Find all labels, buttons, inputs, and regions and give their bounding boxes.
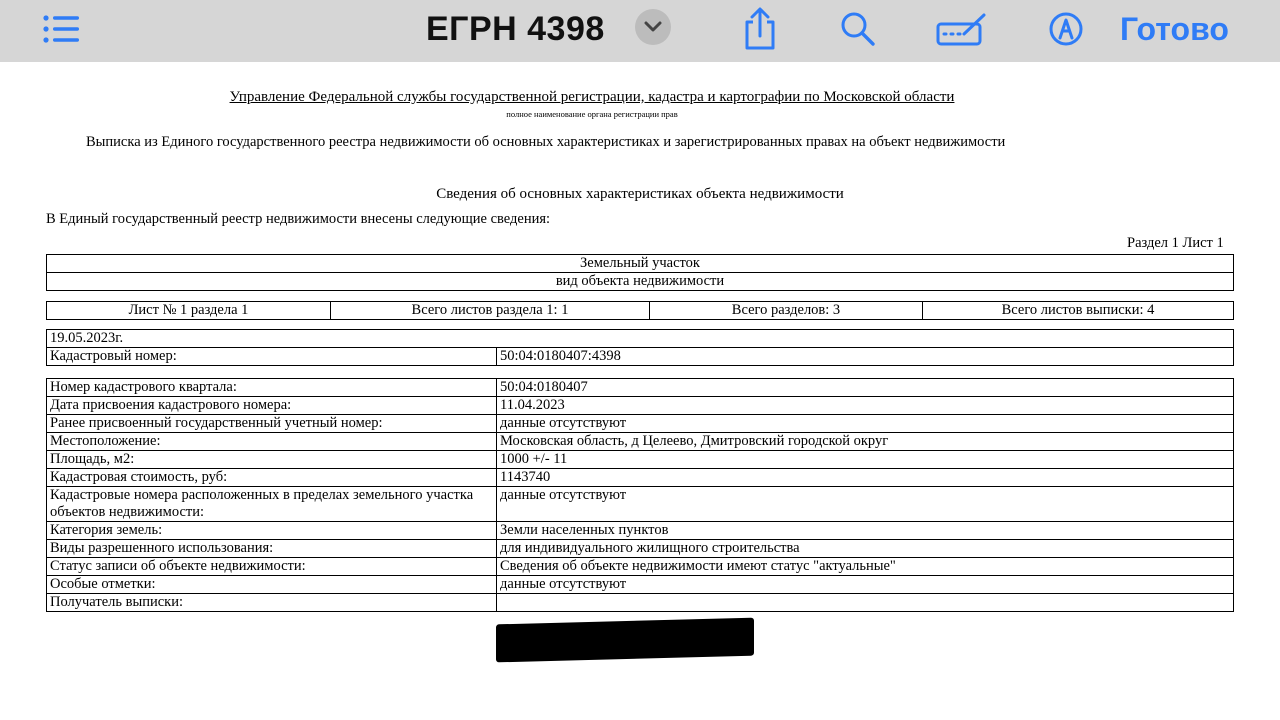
table-row [47, 522, 1234, 540]
table-row [47, 415, 1234, 433]
done-button[interactable]: Готово [1120, 10, 1229, 47]
extract-sheets-total: Всего листов выписки: 4 [923, 302, 1234, 320]
row-value: данные отсутствуют [497, 415, 1234, 433]
intro-text: В Единый государственный реестр недвижимости внесены следующие сведения: [46, 211, 551, 227]
row-label: Местоположение: [47, 433, 497, 451]
chevron-down-icon[interactable] [635, 9, 671, 45]
authority-name: Управление Федеральной службы государственной регистрации, кадастра и картографии по Московской области [229, 89, 955, 105]
row-value: для индивидуального жилищного строительства [497, 540, 1234, 558]
cadastral-number-value: 50:04:0180407:4398 [497, 348, 1234, 366]
row-label: Особые отметки: [47, 576, 497, 594]
row-value: данные отсутствуют [497, 487, 1234, 522]
sections-total: Всего разделов: 3 [650, 302, 923, 320]
list-icon[interactable] [40, 10, 82, 48]
row-value: Московская область, д Целеево, Дмитровский городской округ [497, 433, 1234, 451]
row-label: Номер кадастрового квартала: [47, 379, 497, 397]
row-label: Площадь, м2: [47, 451, 497, 469]
razdel-label: Раздел 1 Лист 1 [1127, 235, 1224, 251]
markup-icon[interactable] [936, 10, 988, 48]
table-row [47, 558, 1234, 576]
row-value: 50:04:0180407 [497, 379, 1234, 397]
row-value: 11.04.2023 [497, 397, 1234, 415]
authority-caption: полное наименование органа регистрации прав [506, 109, 678, 119]
row-label: Кадастровая стоимость, руб: [47, 469, 497, 487]
table-row [47, 379, 1234, 397]
row-value: Сведения об объекте недвижимости имеют статус "актуальные" [497, 558, 1234, 576]
table-row [47, 397, 1234, 415]
table-row [47, 433, 1234, 451]
row-label: Ранее присвоенный государственный учетный номер: [47, 415, 497, 433]
table-row [47, 487, 1234, 522]
sheet-number: Лист № 1 раздела 1 [47, 302, 331, 320]
row-label: Дата присвоения кадастрового номера: [47, 397, 497, 415]
search-icon[interactable] [838, 10, 878, 48]
row-label: Виды разрешенного использования: [47, 540, 497, 558]
table-row [47, 594, 1234, 612]
extract-title: Выписка из Единого государственного реестра недвижимости об основных характеристиках и зарегистрированных правах на объект недвижимости [86, 134, 1006, 150]
object-type: Земельный участок [47, 255, 1234, 273]
row-value: 1000 +/- 11 [497, 451, 1234, 469]
section-title: Сведения об основных характеристиках объекта недвижимости [436, 186, 844, 202]
top-toolbar [0, 0, 1280, 62]
table-row [47, 576, 1234, 594]
object-type-table [46, 254, 1234, 291]
row-value: 1143740 [497, 469, 1234, 487]
row-label: Категория земель: [47, 522, 497, 540]
document-content [0, 62, 1280, 720]
section-sheets-total: Всего листов раздела 1: 1 [331, 302, 650, 320]
redaction-mark [496, 618, 754, 663]
cadastral-number-label: Кадастровый номер: [47, 348, 497, 366]
annotate-icon[interactable] [1046, 10, 1086, 48]
document-title[interactable]: ЕГРН 4398 [426, 9, 605, 48]
date-table [46, 329, 1234, 366]
row-value [497, 594, 1234, 612]
row-label: Статус записи об объекте недвижимости: [47, 558, 497, 576]
table-row [47, 451, 1234, 469]
characteristics-table [46, 378, 1234, 612]
sheet-info-table [46, 301, 1234, 320]
row-label: Кадастровые номера расположенных в пределах земельного участка объектов недвижимости: [47, 487, 497, 522]
object-type-caption: вид объекта недвижимости [47, 273, 1234, 291]
extract-date: 19.05.2023г. [47, 330, 1234, 348]
table-row [47, 469, 1234, 487]
row-label: Получатель выписки: [47, 594, 497, 612]
table-row [47, 540, 1234, 558]
row-value: данные отсутствуют [497, 576, 1234, 594]
row-value: Земли населенных пунктов [497, 522, 1234, 540]
share-icon[interactable] [740, 6, 780, 50]
document-page [0, 62, 1280, 720]
